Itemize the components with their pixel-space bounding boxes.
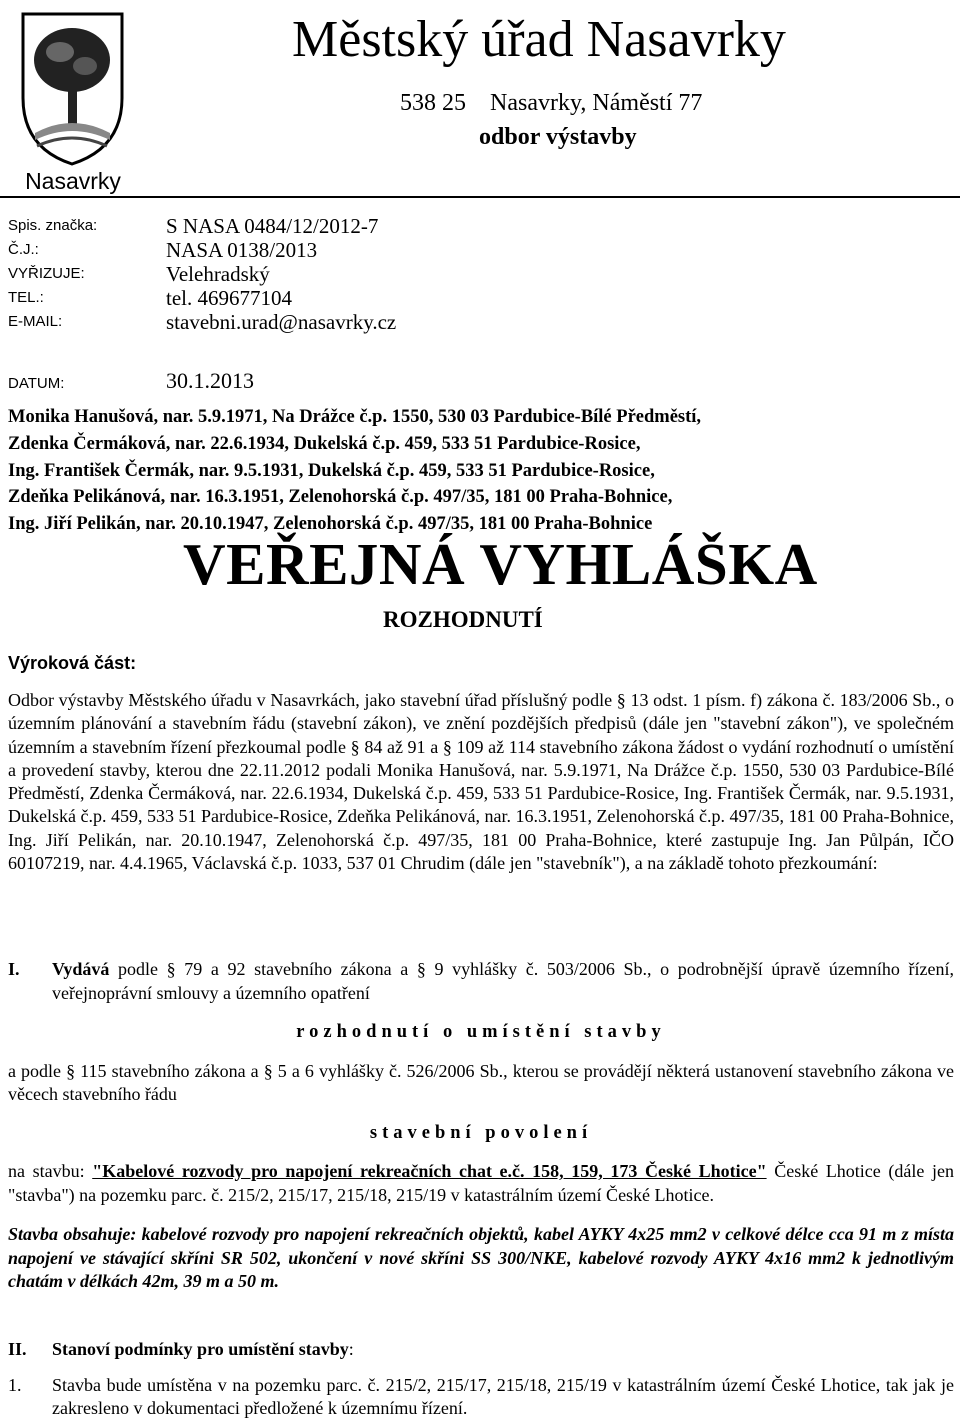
recipient-line: Zdenka Čermáková, nar. 22.6.1934, Dukelská č.p. 459, 533 51 Pardubice-Rosice, — [8, 433, 641, 454]
section-number: I. — [8, 959, 20, 979]
section-1 — [8, 958, 954, 1294]
recipient-line: Ing. Jiří Pelikán, nar. 20.10.1947, Zelenohorská č.p. 497/35, 181 00 Praha-Bohnice — [8, 514, 653, 535]
section-2-title: Stanoví podmínky pro umístění stavby — [52, 1339, 349, 1359]
meta-row — [8, 262, 396, 286]
meta-value: NASA 0138/2013 — [166, 238, 318, 262]
public-notice-title: VEŘEJNÁ VYHLÁŠKA — [183, 531, 818, 597]
section-number: II. — [8, 1339, 27, 1359]
condition-number: 1. — [8, 1374, 22, 1395]
meta-row — [8, 214, 396, 238]
construction-prefix: na stavbu: — [8, 1161, 93, 1181]
meta-label: Spis. značka: — [8, 217, 98, 234]
section-2-suffix: : — [348, 1339, 354, 1359]
meta-row — [8, 310, 396, 334]
recipient-line: Ing. František Čermák, nar. 9.5.1931, Dukelská č.p. 459, 533 51 Pardubice-Rosice, — [8, 460, 655, 481]
meta-value: Velehradský — [166, 262, 270, 286]
recipients-list — [8, 404, 958, 538]
tree-shield-icon — [15, 8, 130, 168]
section-2-heading — [8, 1338, 954, 1362]
recipient-line: Monika Hanušová, nar. 5.9.1971, Na Drážce č.p. 1550, 530 03 Pardubice-Bílé Předměstí, — [8, 407, 702, 427]
office-title: Městský úřad Nasavrky — [292, 11, 786, 68]
meta-row — [8, 286, 396, 310]
date-value: 30.1.2013 — [166, 368, 254, 393]
meta-value: stavebni.urad@nasavrky.cz — [166, 310, 397, 334]
meta-label: TEL.: — [8, 289, 44, 306]
construction-paragraph — [8, 1160, 954, 1207]
meta-row — [8, 238, 396, 262]
date-row — [8, 368, 254, 394]
reference-block — [8, 214, 396, 334]
department: odbor výstavby — [479, 124, 637, 150]
condition-item — [8, 1374, 954, 1421]
header-divider — [0, 196, 960, 198]
permit-heading: stavební povolení — [369, 1122, 593, 1143]
meta-label: VYŘIZUJE: — [8, 265, 85, 282]
section-2 — [8, 1338, 954, 1421]
office-address: 538 25 Nasavrky, Náměstí 77 — [400, 90, 703, 116]
crest-name: Nasavrky — [25, 168, 121, 194]
meta-value: tel. 469677104 — [166, 286, 292, 310]
intro-paragraph: Odbor výstavby Městského úřadu v Nasavrkách, jako stavební úřad příslušný podle § 13 odst. 1 písm. f) zákona č. 183/2006 Sb., o územním plánování a stavebním řádu (stavební zákon), ve znění pozdějších předpisů (dále jen "stavební zákon"), ve společném územním a stavebním řízení přezkoumal podle § 84 až 91 a § 109 až 114 stavebního zákona žádost o vydání rozhodnutí o umístění a provedení stavby, kterou dne 22.11.2012 podali Monika Hanušová, nar. 5.9.1971, Na Drážce č.p. 1550, 530 03 Pardubice-Bílé Předměstí, Zdenka Čermáková, nar. 22.6.1934, Dukelská č.p. 459, 533 51 Pardubice-Rosice, Ing. František Čermák, nar. 9.5.1931, Dukelská č.p. 459, 533 51 Pardubice-Rosice, Zdeňka Pelikánová, nar. 16.3.1951, Zelenohorská č.p. 497/35, 181 00 Praha-Bohnice, Ing. Jiří Pelikán, nar. 20.10.1947, Zelenohorská č.p. 497/35, 181 00 Praha-Bohnice, které zastupuje Ing. Jan Půlpán, IČO 60107219, nar. 4.4.1965, Václavská č.p. 1033, 537 01 Chrudim (dále jen "stavebník"), a na základě tohoto přezkoumání: — [8, 690, 954, 874]
construction-name: "Kabelové rozvody pro napojení rekreačních chat e.č. 158, 159, 173 České Lhotice" — [92, 1161, 767, 1181]
section-1-text: podle § 79 a 92 stavebního zákona a § 9 vyhlášky č. 503/2006 Sb., o podrobnější úpravě územního řízení, veřejnoprávní smlouvy a územního opatření — [52, 959, 954, 1003]
decision-title: ROZHODNUTÍ — [383, 607, 543, 632]
section-1-verb: Vydává — [52, 959, 110, 979]
recipient-line: Zdeňka Pelikánová, nar. 16.3.1951, Zelenohorská č.p. 497/35, 181 00 Praha-Bohnice, — [8, 487, 673, 508]
meta-value: S NASA 0484/12/2012-7 — [166, 214, 379, 238]
operative-part-label: Výroková část: — [8, 653, 137, 673]
section-1-lead — [8, 958, 954, 1005]
meta-label: E-MAIL: — [8, 313, 63, 330]
construction-contents: Stavba obsahuje: kabelové rozvody pro napojení rekreačních objektů, kabel AYKY 4x25 mm2 v celkové délce cca 91 m z místa napojení ve stávající skříni SR 502, ukončení v nové skříni SS 300/NKE, kabelové rozvody AYKY 4x16 mm2 k jednotlivým chatám v délkách 42m, 39 m a 50 m. — [8, 1224, 954, 1291]
date-label: DATUM: — [8, 375, 65, 392]
section-1-follow: a podle § 115 stavebního zákona a § 5 a 6 vyhlášky č. 526/2006 Sb., kterou se provádějí některá ustanovení stavebního zákona ve věcech stavebního řádu — [8, 1060, 954, 1104]
meta-label: Č.J.: — [8, 241, 39, 258]
condition-text: Stavba bude umístěna v na pozemku parc. č. 215/2, 215/17, 215/18, 215/19 v katastrálním území České Lhotice, tak jak je zakresleno v dokumentaci předložené k územnímu řízení. — [52, 1374, 954, 1418]
construction-rest: České Lhotice (dále jen "stavba") na pozemku parc. č. 215/2, 215/17, 215/18, 215/19 v katastrálním území České Lhotice. — [8, 1161, 954, 1205]
municipal-crest — [8, 8, 138, 193]
placement-heading: rozhodnutí o umístění stavby — [296, 1022, 666, 1042]
